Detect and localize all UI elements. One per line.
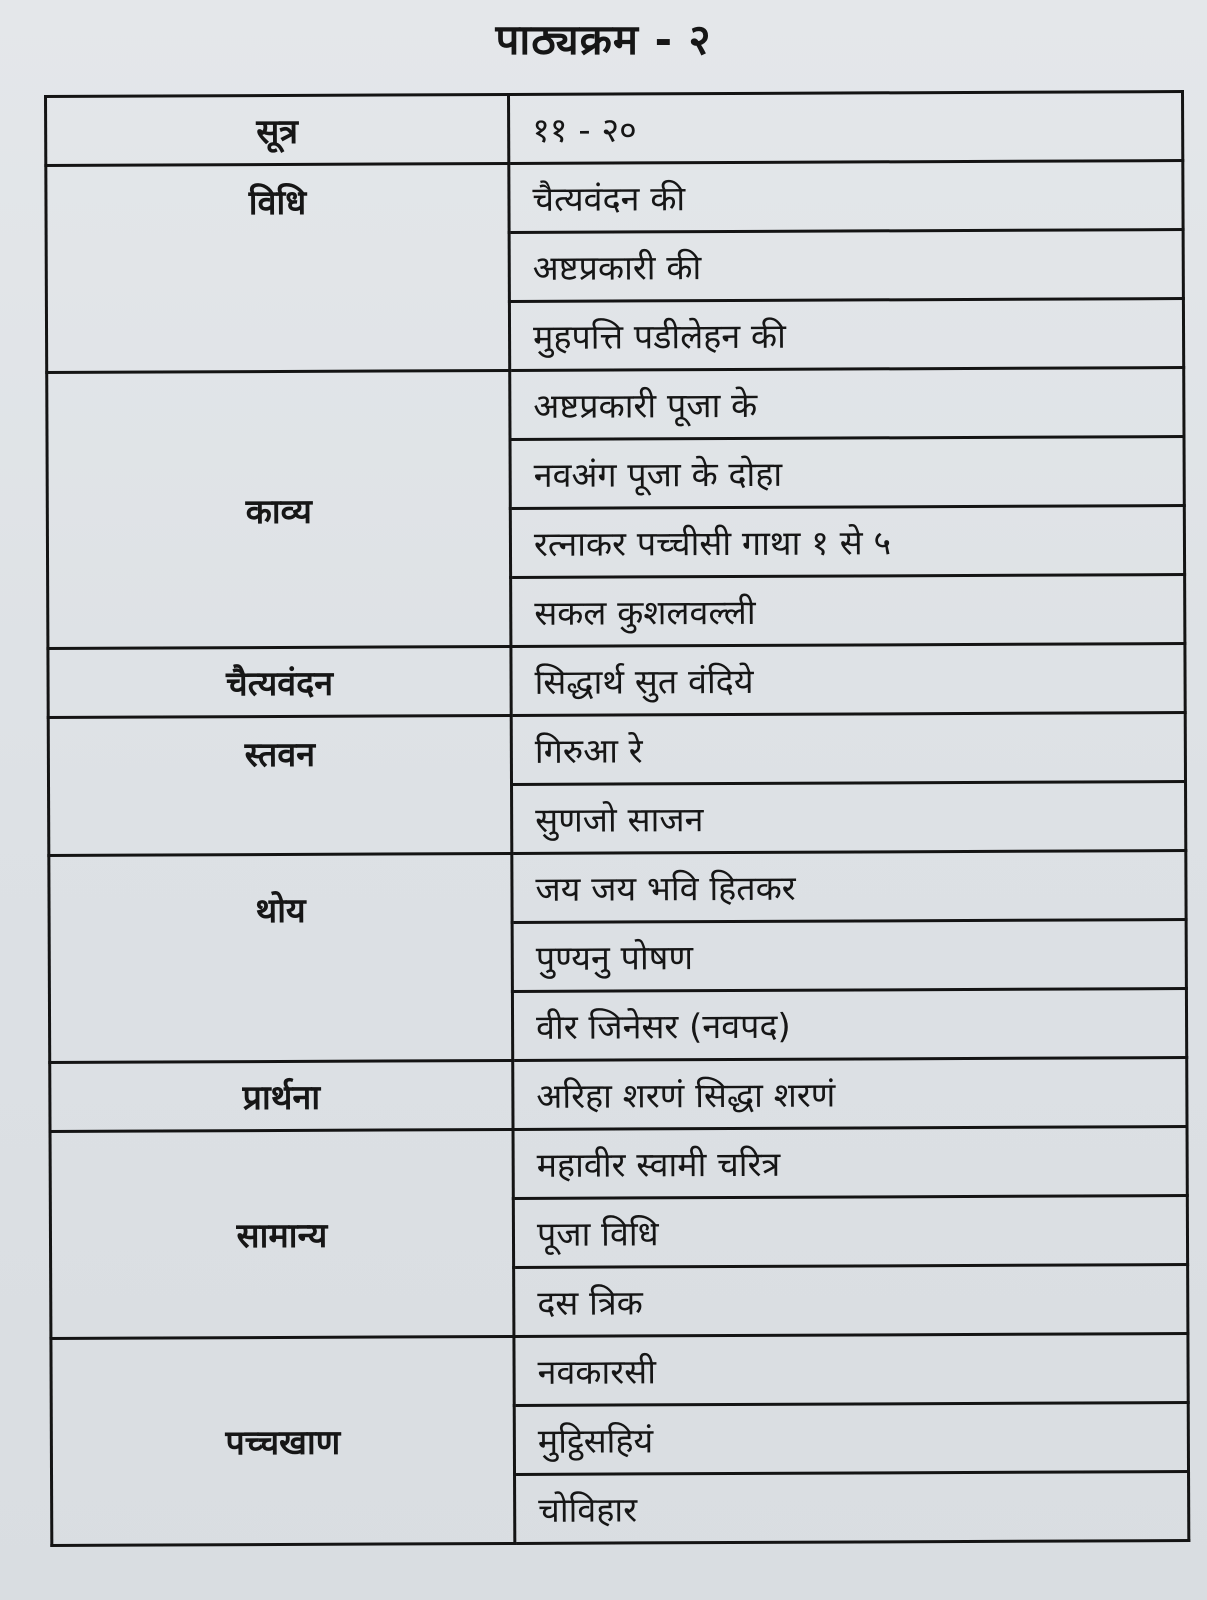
table-row (48, 644, 1185, 718)
page-title: पाठ्यक्रम - २ (495, 15, 712, 64)
category-cell: थोय (49, 853, 513, 1062)
syllabus-table (44, 90, 1190, 1547)
item-cell: सकल कुशलवल्ली (511, 575, 1185, 647)
category-cell: विधि (46, 163, 510, 372)
table-row (50, 1058, 1187, 1132)
category-cell: प्रार्थना (50, 1060, 513, 1131)
table-row (51, 1334, 1188, 1408)
table-row (46, 161, 1183, 235)
item-cell: वीर जिनेसर (नवपद) (512, 989, 1186, 1061)
item-cell: मुट्ठिसहियं (514, 1403, 1188, 1475)
table-row (48, 713, 1185, 787)
item-cell: पूजा विधि (513, 1196, 1187, 1268)
item-cell: अष्टप्रकारी पूजा के (510, 368, 1184, 440)
item-cell: दस त्रिक (514, 1265, 1188, 1337)
item-cell: मुहपत्ति पडीलेहन की (509, 299, 1183, 371)
item-cell: सिद्धार्थ सुत वंदिये (511, 644, 1185, 716)
category-cell: सूत्र (46, 94, 509, 165)
item-cell: चोविहार (515, 1472, 1189, 1544)
item-cell: जय जय भवि हितकर (512, 851, 1186, 923)
item-cell: सुणजो साजन (512, 782, 1186, 854)
item-cell: गिरुआ रे (511, 713, 1185, 785)
table-row (47, 368, 1184, 442)
item-cell: पुण्यनु पोषण (512, 920, 1186, 992)
table-row (50, 1127, 1187, 1201)
item-cell: ११ - २० (509, 92, 1183, 164)
category-cell: स्तवन (48, 715, 512, 855)
category-cell: काव्य (47, 370, 511, 648)
item-cell: नवअंग पूजा के दोहा (510, 437, 1184, 509)
item-cell: अरिहा शरणं सिद्धा शरणं (513, 1058, 1187, 1130)
table-row (49, 851, 1186, 925)
category-cell: सामान्य (50, 1129, 514, 1338)
category-cell: पच्चखाण (51, 1336, 515, 1545)
item-cell: रत्नाकर पच्चीसी गाथा १ से ५ (510, 506, 1184, 578)
item-cell: चैत्यवंदन की (509, 161, 1183, 233)
category-cell: चैत्यवंदन (48, 646, 511, 717)
item-cell: महावीर स्वामी चरित्र (513, 1127, 1187, 1199)
table-row (46, 92, 1183, 166)
item-cell: नवकारसी (514, 1334, 1188, 1406)
item-cell: अष्टप्रकारी की (509, 230, 1183, 302)
